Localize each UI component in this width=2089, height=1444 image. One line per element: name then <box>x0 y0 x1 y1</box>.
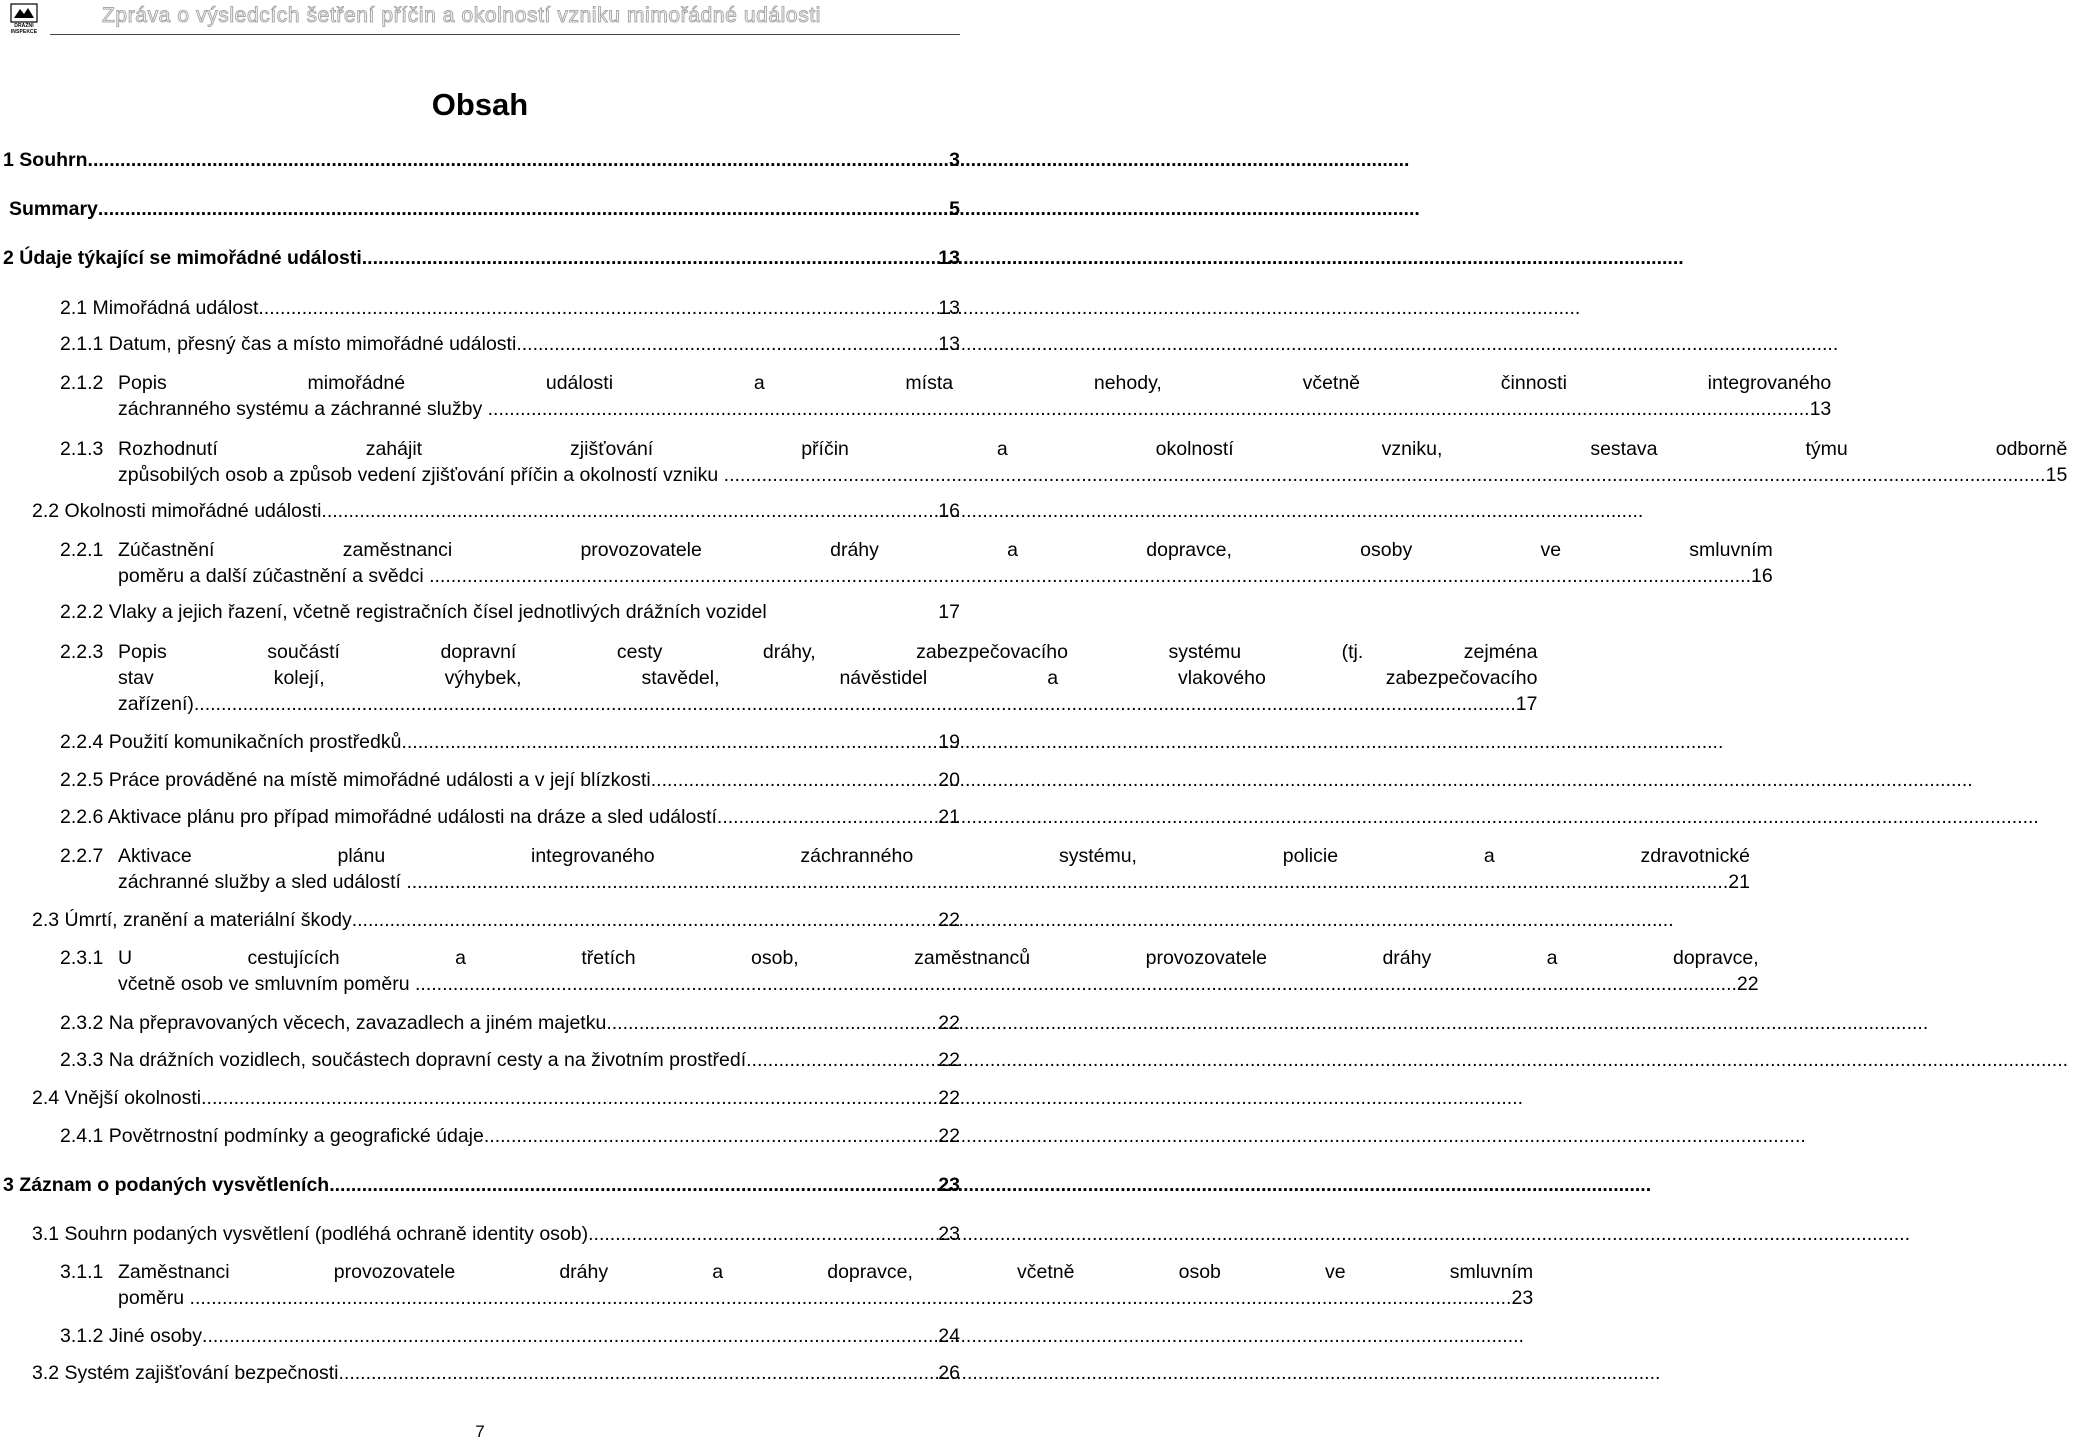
toc-entry[interactable]: 2.2.4 Použití komunikačních prostředků ..... 19 <box>60 729 960 755</box>
page-header <box>0 0 960 40</box>
logo-emblem-icon <box>10 3 38 23</box>
toc-entry[interactable]: 2.2.6 Aktivace plánu pro případ mimořádné události na dráze a sled událostí ..... 21 <box>60 804 960 830</box>
toc-entry[interactable]: 2.4 Vnější okolnosti ..... 22 <box>32 1085 960 1111</box>
toc-entry[interactable]: 2 Údaje týkající se mimořádné události ..... 13 <box>3 245 960 271</box>
toc-entry[interactable]: 2.2.2 Vlaky a jejich řazení, včetně registračních čísel jednotlivých drážních vozidel 17 <box>60 601 960 623</box>
toc-entry[interactable]: 2.2.7 Aktivace plánu integrovaného záchranného systému, policie a zdravotnické záchranné služby a sled událostí ..... 21 <box>60 843 960 895</box>
toc-entry[interactable]: 2.2 Okolnosti mimořádné události ..... 16 <box>32 498 960 524</box>
toc-entry[interactable]: 2.2.3 Popis součástí dopravní cesty dráhy, zabezpečovacího systému (tj. zejména stav kolejí, výhybek, stavědel, návěstidel a vlakového zabezpečovacího zařízení) ..... 17 <box>60 639 960 717</box>
toc-entry[interactable]: 2.3.2 Na přepravovaných věcech, zavazadlech a jiném majetku ..... 22 <box>60 1010 960 1036</box>
toc-entry[interactable]: Summary ..... 5 <box>9 196 960 222</box>
toc-entry[interactable]: 3.2 Systém zajišťování bezpečnosti ..... 26 <box>32 1360 960 1386</box>
toc-entry[interactable]: 2.3.1 U cestujících a třetích osob, zaměstnanců provozovatele dráhy a dopravce, včetně osob ve smluvním poměru ..... 22 <box>60 945 960 997</box>
toc-entry[interactable]: 2.2.5 Práce prováděné na místě mimořádné události a v její blízkosti ..... 20 <box>60 767 960 793</box>
header-divider <box>50 34 960 35</box>
toc-entry[interactable]: 2.1.3 Rozhodnutí zahájit zjišťování příčin a okolností vzniku, sestava týmu odborně způsobilých osob a způsob vedení zjišťování příčin a okolností vzniku ..... 15 <box>60 436 960 488</box>
toc-entry[interactable]: 2.1 Mimořádná událost ..... 13 <box>60 295 960 321</box>
drazni-inspekce-logo <box>4 3 44 37</box>
toc-entry[interactable]: 2.1.2 Popis mimořádné události a místa nehody, včetně činnosti integrovaného záchranného systému a záchranné služby ..... 13 <box>60 370 960 422</box>
page-number: 7 <box>475 1422 485 1441</box>
toc-entry[interactable]: 1 Souhrn ..... 3 <box>3 147 960 173</box>
logo-text-bottom: INSPEKCE <box>10 29 38 35</box>
report-title: Zpráva o výsledcích šetření příčin a okolností vzniku mimořádné události <box>102 4 822 27</box>
toc-entry[interactable]: 3.1 Souhrn podaných vysvětlení (podléhá ochraně identity osob) ..... 23 <box>32 1221 960 1247</box>
toc-entry[interactable]: 2.2.1 Zúčastnění zaměstnanci provozovatele dráhy a dopravce, osoby ve smluvním poměru a další zúčastnění a svědci ..... 16 <box>60 537 960 589</box>
toc-entry[interactable]: 3.1.2 Jiné osoby ..... 24 <box>60 1323 960 1349</box>
logo-text-top: DRÁŽNÍ <box>14 23 34 29</box>
toc-entry[interactable]: 3 Záznam o podaných vysvětleních ..... 23 <box>3 1172 960 1198</box>
toc-heading: Obsah <box>431 87 529 122</box>
toc-entry[interactable]: 2.3 Úmrtí, zranění a materiální škody ..... 22 <box>32 907 960 933</box>
toc-entry[interactable]: 2.3.3 Na drážních vozidlech, součástech dopravní cesty a na životním prostředí ..... 22 <box>60 1047 960 1073</box>
toc-entry[interactable]: 2.4.1 Povětrnostní podmínky a geografické údaje ..... 22 <box>60 1123 960 1149</box>
toc-entry[interactable]: 2.1.1 Datum, přesný čas a místo mimořádné události ..... 13 <box>60 331 960 357</box>
toc-entry[interactable]: 3.1.1 Zaměstnanci provozovatele dráhy a dopravce, včetně osob ve smluvním poměru ..... 23 <box>60 1259 960 1311</box>
